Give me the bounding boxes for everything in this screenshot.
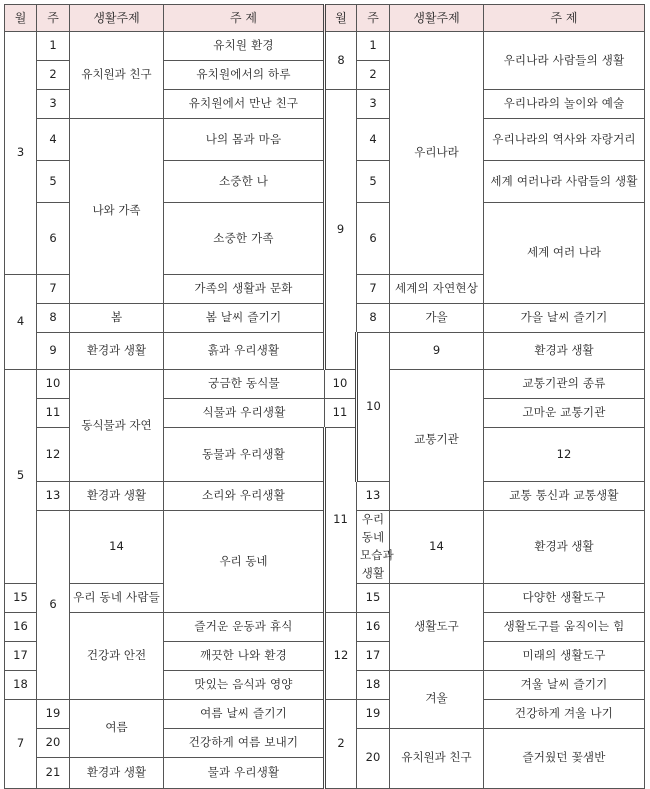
month-cell: 12	[325, 612, 357, 699]
theme-cell: 환경과 생활	[70, 757, 164, 788]
week-cell: 4	[37, 119, 70, 161]
week-cell: 19	[357, 699, 390, 728]
topic-cell: 맛있는 음식과 영양	[164, 670, 325, 699]
theme-cell: 겨울	[390, 670, 484, 728]
week-cell: 2	[357, 61, 390, 90]
topic-cell: 우리나라 사람들의 생활	[484, 32, 645, 90]
header-topic: 주 제	[164, 5, 325, 32]
theme-cell: 교통기관	[390, 369, 484, 510]
month-cell: 10	[357, 333, 390, 482]
schedule-table-wrapper	[4, 4, 645, 789]
week-cell: 18	[357, 670, 390, 699]
week-cell: 11	[37, 398, 70, 427]
topic-cell: 미래의 생활도구	[484, 641, 645, 670]
week-cell: 21	[37, 757, 70, 788]
theme-cell: 환경과 생활	[70, 482, 164, 511]
topic-cell: 겨울 날씨 즐기기	[484, 670, 645, 699]
topic-cell: 소중한 나	[164, 161, 325, 203]
month-cell: 9	[325, 90, 357, 370]
schedule-table	[4, 4, 645, 789]
week-cell: 17	[357, 641, 390, 670]
topic-cell: 즐거웠던 꽃샘반	[484, 728, 645, 788]
week-cell: 1	[357, 32, 390, 61]
week-cell: 12	[37, 427, 70, 481]
header-week: 주	[357, 5, 390, 32]
week-cell: 11	[325, 398, 357, 427]
week-cell: 13	[37, 482, 70, 511]
month-cell: 4	[5, 275, 37, 370]
topic-cell: 건강하게 여름 보내기	[164, 728, 325, 757]
table-row	[5, 699, 645, 728]
topic-cell: 식물과 우리생활	[164, 398, 325, 427]
header-theme: 생활주제	[70, 5, 164, 32]
week-cell: 3	[357, 90, 390, 119]
week-cell: 8	[357, 304, 390, 333]
week-cell: 4	[357, 119, 390, 161]
theme-cell: 건강과 안전	[70, 612, 164, 699]
week-cell: 17	[5, 641, 37, 670]
theme-cell: 우리 동네	[164, 511, 325, 612]
header-topic: 주 제	[484, 5, 645, 32]
topic-cell: 유치원에서의 하루	[164, 61, 325, 90]
week-cell: 10	[325, 369, 357, 398]
topic-cell: 우리 동네 모습과 생활	[357, 511, 390, 583]
topic-cell: 다양한 생활도구	[484, 583, 645, 612]
table-row	[5, 32, 645, 61]
table-row	[5, 369, 645, 398]
topic-cell: 세계의 자연현상	[390, 275, 484, 304]
topic-cell: 여름 날씨 즐기기	[164, 699, 325, 728]
week-cell: 13	[357, 482, 390, 511]
topic-cell: 우리 동네 사람들	[70, 583, 164, 612]
week-cell: 7	[357, 275, 390, 304]
month-cell: 11	[325, 427, 357, 612]
header-week: 주	[37, 5, 70, 32]
topic-cell: 소리와 우리생활	[164, 482, 325, 511]
topic-cell: 우리나라의 역사와 자랑거리	[484, 119, 645, 161]
week-cell: 10	[37, 369, 70, 398]
week-cell: 20	[357, 728, 390, 788]
topic-cell: 봄 날씨 즐기기	[164, 304, 325, 333]
theme-cell: 봄	[70, 304, 164, 333]
week-cell: 2	[37, 61, 70, 90]
theme-cell: 우리나라	[390, 32, 484, 275]
theme-cell: 세계 여러 나라	[484, 203, 645, 304]
week-cell: 14	[70, 511, 164, 583]
week-cell: 15	[5, 583, 37, 612]
month-cell: 7	[5, 699, 37, 788]
week-cell: 3	[37, 90, 70, 119]
header-theme: 생활주제	[390, 5, 484, 32]
topic-cell: 건강하게 겨울 나기	[484, 699, 645, 728]
week-cell: 15	[357, 583, 390, 612]
theme-cell: 생활도구	[390, 583, 484, 670]
table-row	[5, 612, 645, 641]
week-cell: 12	[484, 427, 645, 481]
topic-cell: 가족의 생활과 문화	[164, 275, 325, 304]
week-cell: 6	[37, 203, 70, 275]
topic-cell: 흙과 우리생활	[164, 333, 325, 370]
topic-cell: 고마운 교통기관	[484, 398, 645, 427]
topic-cell: 가을 날씨 즐기기	[484, 304, 645, 333]
theme-cell: 환경과 생활	[70, 333, 164, 370]
topic-cell: 궁금한 동식물	[164, 369, 325, 398]
topic-cell: 깨끗한 나와 환경	[164, 641, 325, 670]
topic-cell: 교통기관의 종류	[484, 369, 645, 398]
theme-cell: 동식물과 자연	[70, 369, 164, 481]
header-month: 월	[5, 5, 37, 32]
week-cell: 20	[37, 728, 70, 757]
week-cell: 16	[5, 612, 37, 641]
topic-cell: 유치원에서 만난 친구	[164, 90, 325, 119]
week-cell: 19	[37, 699, 70, 728]
header-row	[5, 5, 645, 32]
theme-cell: 환경과 생활	[484, 511, 645, 583]
topic-cell: 유치원 환경	[164, 32, 325, 61]
week-cell: 14	[390, 511, 484, 583]
month-cell: 8	[325, 32, 357, 90]
header-month: 월	[325, 5, 357, 32]
topic-cell: 동물과 우리생활	[164, 427, 325, 481]
topic-cell: 나의 몸과 마음	[164, 119, 325, 161]
week-cell: 9	[390, 333, 484, 370]
topic-cell: 우리나라의 놀이와 예술	[484, 90, 645, 119]
theme-cell: 나와 가족	[70, 119, 164, 304]
theme-cell: 유치원과 친구	[70, 32, 164, 119]
topic-cell: 물과 우리생활	[164, 757, 325, 788]
week-cell: 9	[37, 333, 70, 370]
month-cell: 3	[5, 32, 37, 275]
week-cell: 7	[37, 275, 70, 304]
week-cell: 8	[37, 304, 70, 333]
topic-cell: 세계 여러나라 사람들의 생활	[484, 161, 645, 203]
week-cell: 18	[5, 670, 37, 699]
week-cell: 16	[357, 612, 390, 641]
month-cell: 5	[5, 369, 37, 583]
topic-cell: 교통 통신과 교통생활	[484, 482, 645, 511]
topic-cell: 생활도구를 움직이는 힘	[484, 612, 645, 641]
theme-cell: 유치원과 친구	[390, 728, 484, 788]
theme-cell: 가을	[390, 304, 484, 333]
month-cell: 6	[37, 511, 70, 699]
theme-cell: 환경과 생활	[484, 333, 645, 370]
week-cell: 5	[37, 161, 70, 203]
topic-cell: 즐거운 운동과 휴식	[164, 612, 325, 641]
week-cell: 5	[357, 161, 390, 203]
theme-cell: 여름	[70, 699, 164, 757]
week-cell: 1	[37, 32, 70, 61]
week-cell: 6	[357, 203, 390, 275]
month-cell: 2	[325, 699, 357, 788]
topic-cell: 소중한 가족	[164, 203, 325, 275]
